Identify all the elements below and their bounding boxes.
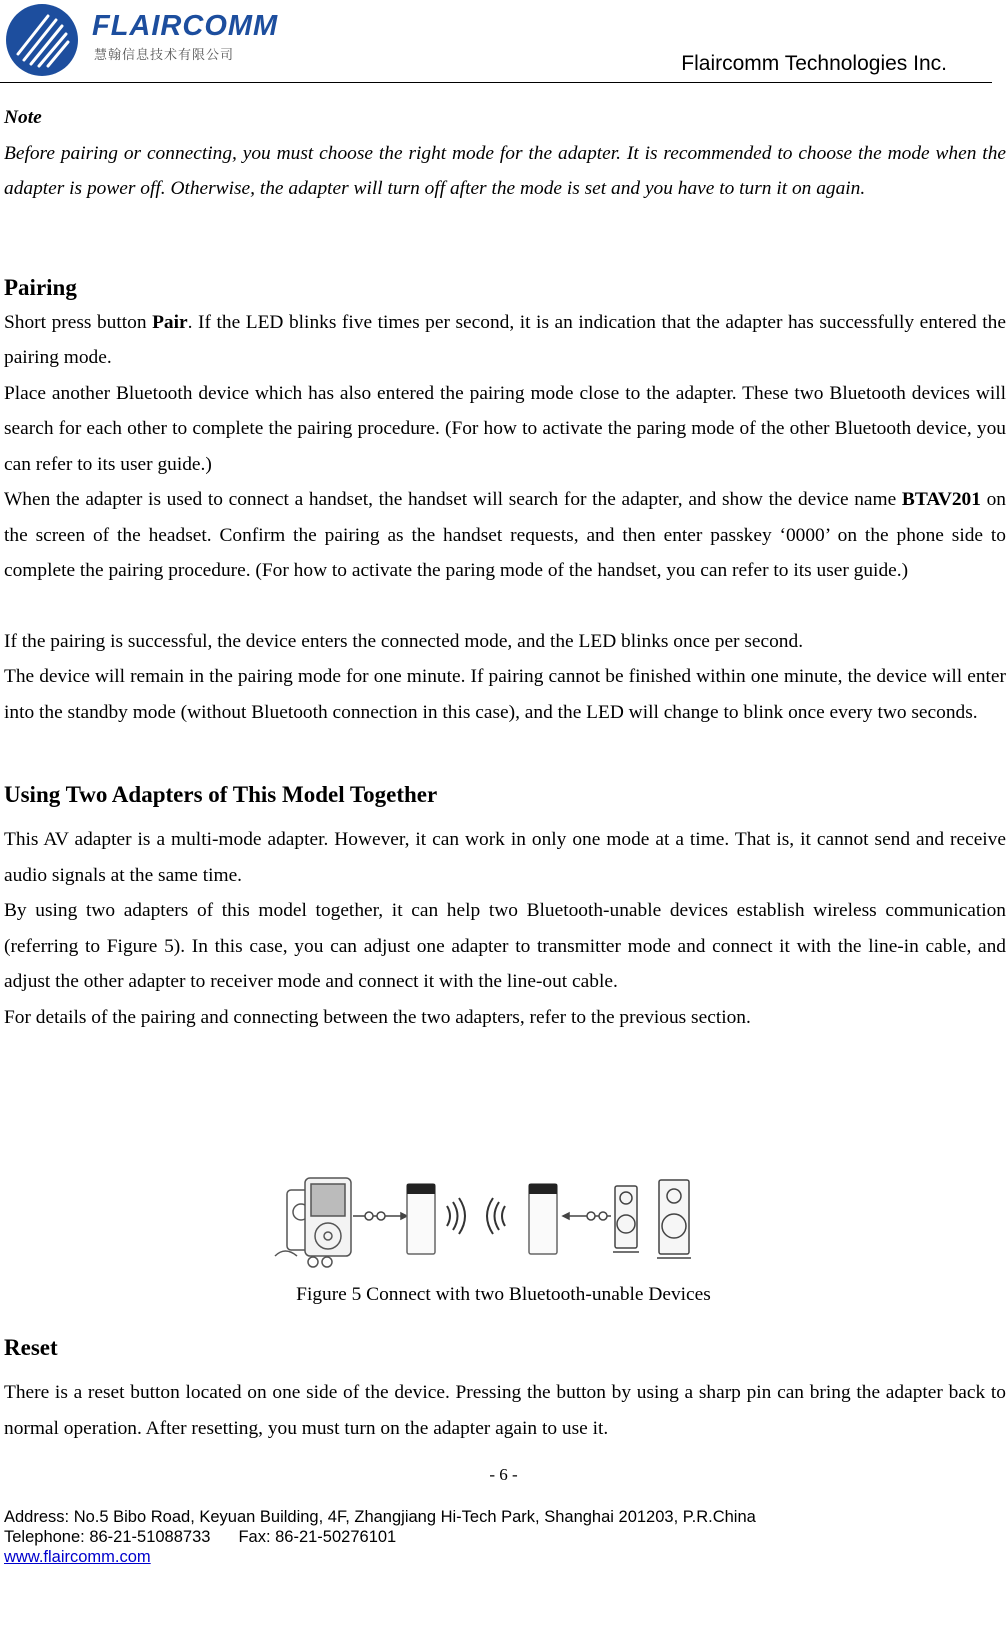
footer-telephone: Telephone: 86-21-51088733 — [4, 1528, 211, 1546]
pairing-paragraph-2: Place another Bluetooth device which has also entered the pairing mode close to the adapter. These two Bluetooth devices will search for each other to complete the pairing procedure. (For how to activate the paring mode of the other Bluetooth device, you can refer to its user guide.) — [4, 382, 1006, 475]
speakers-icon — [613, 1180, 691, 1258]
footer-fax: Fax: 86-21-50276101 — [238, 1528, 397, 1546]
note-text: Before pairing or connecting, you must choose the right mode for the adapter. It is recommended to choose the mode when the adapter is power off. Otherwise, the adapter will turn off after the mode is set and you have to turn it on again. — [4, 142, 1006, 199]
reset-paragraph: There is a reset button located on one side of the device. Pressing the button by using a sharp pin can bring the adapter back to normal operation. After resetting, you must turn on the adapter again to use it. — [4, 1382, 1006, 1439]
company-name: Flaircomm Technologies Inc. — [681, 52, 947, 75]
footer-address: Address: No.5 Bibo Road, Keyuan Building, 4F, Zhangjiang Hi-Tech Park, Shanghai 201203, P.R.China — [4, 1508, 756, 1526]
two-adapters-paragraph-1: This AV adapter is a multi-mode adapter. However, it can work in only one mode at a time. That is, it cannot send and receive audio signals at the same time. — [4, 829, 1006, 886]
two-adapters-heading: Using Two Adapters of This Model Together — [4, 782, 438, 807]
pairing-paragraph-1: Short press button Pair. If the LED blinks five times per second, it is an indication that the adapter has successfully entered the pairing mode. — [4, 311, 1006, 368]
two-adapters-paragraph-2: By using two adapters of this model together, it can help two Bluetooth-unable devices establish wireless communication (referring to Figure 5). In this case, you can adjust one adapter to transmitter mode and connect it with the line-in cable, and adjust the other adapter to receiver mode and connect it with the line-out cable. — [4, 900, 1006, 992]
pairing-paragraph-4: If the pairing is successful, the device enters the connected mode, and the LED blinks once per second. — [4, 630, 804, 652]
receiver-adapter-icon — [529, 1184, 557, 1254]
page-footer — [4, 1507, 756, 1567]
main-content — [4, 100, 1006, 1035]
two-adapters-paragraph-3: For details of the pairing and connecting between the two adapters, refer to the previous section. — [4, 1006, 751, 1028]
line-in-cable-icon — [353, 1212, 407, 1220]
header-divider — [0, 82, 992, 83]
device-name-term: BTAV201 — [901, 489, 981, 510]
line-out-cable-icon — [563, 1212, 611, 1220]
pairing-paragraph-5: The device will remain in the pairing mode for one minute. If pairing cannot be finished within one minute, the device will enter into the standby mode (without Bluetooth connection in this case), and the LED will change to blink once every two seconds. — [4, 666, 1006, 723]
pair-button-term: Pair — [152, 311, 188, 333]
reset-section — [4, 1330, 1006, 1446]
note-label: Note — [4, 107, 42, 128]
page-header — [0, 0, 1007, 84]
pairing-paragraph-3: When the adapter is used to connect a handset, the handset will search for the adapter, and show the device name BTAV201 on the screen of the headset. Confirm the pairing as the handset requests, and then enter passkey ‘0000’ on the phone side to complete the pairing procedure. (For how to activate the paring mode of the handset, you can refer to its user guide.) — [4, 489, 1006, 581]
figure-connection-diagram — [273, 1174, 713, 1270]
signal-waves-out-icon — [447, 1198, 465, 1234]
logo-chinese-name: 慧翰信息技术有限公司 — [94, 48, 235, 63]
footer-contact — [4, 1527, 756, 1547]
logo-wordmark: FLAIRCOMM — [92, 10, 279, 42]
flaircomm-logo-icon — [4, 2, 80, 78]
signal-waves-in-icon — [487, 1198, 505, 1234]
transmitter-adapter-icon — [407, 1184, 435, 1254]
website-link[interactable]: www.flaircomm.com — [4, 1548, 151, 1566]
page-number: - 6 - — [489, 1465, 518, 1484]
pairing-heading: Pairing — [4, 274, 77, 300]
reset-heading: Reset — [4, 1335, 58, 1360]
figure-caption: Figure 5 Connect with two Bluetooth-unable Devices — [296, 1284, 711, 1305]
media-player-icon — [275, 1178, 351, 1267]
